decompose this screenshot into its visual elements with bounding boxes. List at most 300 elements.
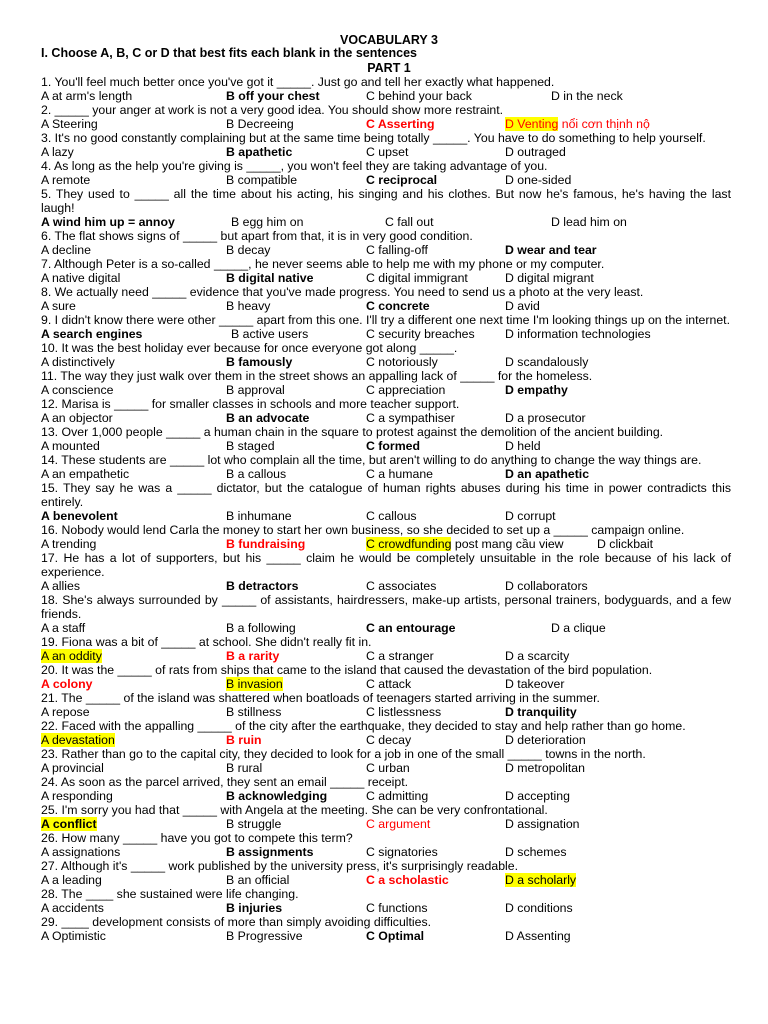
option-label: A conflict — [41, 817, 97, 831]
answer-options — [41, 761, 731, 775]
answer-options — [41, 901, 731, 915]
option-label: A at arm's length — [41, 89, 133, 103]
question-text: 16. Nobody would lend Carla the money to start her own business, so she decided to set up a _____ campaign online. — [41, 523, 685, 537]
question-item — [41, 593, 731, 635]
answer-option — [226, 537, 305, 551]
option-label: B an official — [226, 873, 290, 887]
option-label: B off your chest — [226, 89, 320, 103]
answer-options — [41, 579, 731, 593]
answer-option — [505, 509, 556, 523]
answer-options — [41, 215, 731, 229]
option-label: D outraged — [505, 145, 566, 159]
answer-option — [551, 215, 627, 229]
option-label: B approval — [226, 383, 285, 397]
option-label: D a scarcity — [505, 649, 570, 663]
option-label: B invasion — [226, 677, 283, 691]
answer-option — [366, 537, 564, 551]
answer-options — [41, 117, 731, 131]
answer-option — [41, 929, 106, 943]
option-label: D a scholarly — [505, 873, 577, 887]
question-text: 11. The way they just walk over them in the street shows an appalling lack of _____ for the homeless. — [41, 369, 593, 383]
answer-options — [41, 89, 731, 103]
answer-option — [505, 117, 650, 131]
answer-option — [505, 439, 541, 453]
option-label: A provincial — [41, 761, 104, 775]
option-label: A search engines — [41, 327, 143, 341]
answer-options — [41, 355, 731, 369]
question-item — [41, 859, 731, 887]
option-label: A benevolent — [41, 509, 118, 523]
option-label: C Optimal — [366, 929, 425, 943]
option-label: A accidents — [41, 901, 104, 915]
question-item — [41, 635, 731, 663]
option-label: B a following — [226, 621, 296, 635]
option-label: D avid — [505, 299, 540, 313]
answer-option — [366, 243, 428, 257]
question-item — [41, 425, 731, 453]
question-item — [41, 523, 731, 551]
option-label: A mounted — [41, 439, 100, 453]
answer-option — [41, 901, 104, 915]
answer-option — [226, 243, 270, 257]
answer-option — [231, 215, 303, 229]
option-label: C reciprocal — [366, 173, 438, 187]
answer-options — [41, 509, 731, 523]
answer-option — [41, 789, 113, 803]
answer-option — [226, 411, 309, 425]
option-label: D wear and tear — [505, 243, 597, 257]
answer-option — [597, 537, 653, 551]
section-heading: I. Choose A, B, C or D that best fits each blank in the sentences — [41, 46, 418, 60]
answer-option — [366, 509, 417, 523]
option-label: D empathy — [505, 383, 568, 397]
question-item — [41, 803, 731, 831]
option-label: A lazy — [41, 145, 74, 159]
option-label: C a sympathiser — [366, 411, 455, 425]
answer-option — [366, 383, 445, 397]
option-label: B egg him on — [231, 215, 304, 229]
answer-option — [41, 537, 96, 551]
answer-option — [505, 929, 571, 943]
answer-options — [41, 873, 731, 887]
option-label: C a scholastic — [366, 873, 449, 887]
question-text: 5. They used to _____ all the time about his acting, his singing and his clothes. But now he's famous, he's having the last laugh! — [41, 187, 731, 215]
option-label: D in the neck — [551, 89, 623, 103]
answer-option — [505, 845, 567, 859]
option-label: B injuries — [226, 901, 283, 915]
answer-options — [41, 677, 731, 691]
answer-option — [505, 705, 577, 719]
answer-option — [41, 705, 90, 719]
answer-option — [41, 355, 115, 369]
answer-option — [366, 579, 436, 593]
question-item — [41, 257, 731, 285]
option-label: A remote — [41, 173, 91, 187]
option-label: A devastation — [41, 733, 115, 747]
answer-option — [505, 145, 566, 159]
question-text: 12. Marisa is _____ for smaller classes in schools and more teacher support. — [41, 397, 460, 411]
answer-option — [366, 789, 428, 803]
answer-option — [226, 467, 286, 481]
answer-option — [41, 439, 100, 453]
question-text: 2. _____ your anger at work is not a very good idea. You should show more restraint. — [41, 103, 504, 117]
answer-option — [41, 733, 115, 747]
option-label: D collaborators — [505, 579, 588, 593]
answer-option — [226, 733, 262, 747]
answer-option — [226, 117, 294, 131]
option-label: D a clique — [551, 621, 606, 635]
option-label: A repose — [41, 705, 90, 719]
option-label: A a leading — [41, 873, 102, 887]
option-label: A distinctively — [41, 355, 115, 369]
answer-option — [505, 467, 589, 481]
option-label: B decay — [226, 243, 271, 257]
option-label: B assignments — [226, 845, 314, 859]
answer-option — [505, 271, 594, 285]
option-label: A an empathetic — [41, 467, 130, 481]
option-label: D deterioration — [505, 733, 586, 747]
option-label: D a prosecutor — [505, 411, 586, 425]
answer-option — [226, 299, 270, 313]
question-item — [41, 481, 731, 523]
option-label: D lead him on — [551, 215, 627, 229]
answer-option — [226, 845, 313, 859]
option-label: C formed — [366, 439, 420, 453]
question-text: 25. I'm sorry you had that _____ with Angela at the meeting. She can be very confrontational. — [41, 803, 548, 817]
question-item — [41, 691, 731, 719]
question-item — [41, 75, 731, 103]
option-label: C signatories — [366, 845, 438, 859]
option-label: D accepting — [505, 789, 570, 803]
answer-option — [366, 901, 428, 915]
question-item — [41, 369, 731, 397]
answer-options — [41, 327, 731, 341]
option-label: C a humane — [366, 467, 433, 481]
option-label: B stillness — [226, 705, 282, 719]
option-label: A allies — [41, 579, 80, 593]
question-list — [41, 75, 731, 943]
answer-option — [505, 677, 564, 691]
question-text: 13. Over 1,000 people _____ a human chain in the square to protest against the demolition of the ancient building. — [41, 425, 664, 439]
answer-options — [41, 467, 731, 481]
answer-option — [505, 789, 570, 803]
question-text: 17. He has a lot of supporters, but his _____ claim he would be completely unsuitable in the role because of his lack of experience. — [41, 551, 731, 579]
answer-option — [41, 873, 102, 887]
option-label: A sure — [41, 299, 76, 313]
option-label: D held — [505, 439, 541, 453]
option-label: A an oddity — [41, 649, 102, 663]
option-label: C digital immigrant — [366, 271, 468, 285]
answer-option — [226, 173, 297, 187]
question-item — [41, 313, 731, 341]
option-label: C functions — [366, 901, 428, 915]
answer-options — [41, 243, 731, 257]
answer-option — [366, 649, 434, 663]
option-label: D tranquility — [505, 705, 577, 719]
answer-option — [226, 383, 285, 397]
document-title: VOCABULARY 3 — [340, 33, 438, 47]
option-label: C a stranger — [366, 649, 434, 663]
option-label: C argument — [366, 817, 431, 831]
question-text: 8. We actually need _____ evidence that you've made progress. You need to send us a photo at the very least. — [41, 285, 644, 299]
answer-options — [41, 271, 731, 285]
option-label: D assignation — [505, 817, 580, 831]
answer-options — [41, 789, 731, 803]
answer-option — [41, 621, 85, 635]
option-label: C callous — [366, 509, 417, 523]
question-item — [41, 187, 731, 229]
answer-options — [41, 845, 731, 859]
answer-option — [366, 89, 472, 103]
answer-option — [366, 677, 411, 691]
answer-option — [505, 383, 568, 397]
answer-option — [366, 145, 408, 159]
answer-option — [41, 215, 175, 229]
answer-options — [41, 299, 731, 313]
option-label: B active users — [231, 327, 309, 341]
option-label: C falling-off — [366, 243, 428, 257]
option-label: C security breaches — [366, 327, 475, 341]
question-text: 27. Although it's _____ work published by the university press, it's surprisingly readable. — [41, 859, 519, 873]
question-text: 10. It was the best holiday ever because for once everyone got along _____. — [41, 341, 458, 355]
option-label: D scandalously — [505, 355, 589, 369]
answer-option — [41, 411, 113, 425]
option-label: D Venting — [505, 117, 559, 131]
answer-options — [41, 537, 731, 551]
option-label: C listlessness — [366, 705, 442, 719]
option-label: B Decreeing — [226, 117, 294, 131]
answer-option — [41, 467, 129, 481]
answer-option — [41, 649, 102, 663]
answer-options — [41, 929, 731, 943]
option-label: B compatible — [226, 173, 298, 187]
option-label: C appreciation — [366, 383, 446, 397]
question-item — [41, 663, 731, 691]
answer-option — [41, 173, 90, 187]
question-item — [41, 159, 731, 187]
question-item — [41, 887, 731, 915]
question-text: 24. As soon as the parcel arrived, they sent an email _____ receipt. — [41, 775, 409, 789]
option-label: A Steering — [41, 117, 98, 131]
answer-option — [366, 845, 438, 859]
question-text: 26. How many _____ have you got to compete this term? — [41, 831, 353, 845]
answer-options — [41, 621, 731, 635]
answer-option — [41, 271, 120, 285]
answer-option — [41, 761, 104, 775]
answer-options — [41, 439, 731, 453]
answer-option — [366, 117, 435, 131]
answer-option — [505, 649, 569, 663]
answer-option — [226, 89, 320, 103]
answer-option — [231, 327, 308, 341]
answer-option — [366, 439, 420, 453]
answer-options — [41, 817, 731, 831]
option-label: B digital native — [226, 271, 314, 285]
answer-option — [41, 145, 74, 159]
option-label: C notoriously — [366, 355, 438, 369]
option-label: D metropolitan — [505, 761, 585, 775]
question-item — [41, 341, 731, 369]
question-text: 6. The flat shows signs of _____ but apart from that, it is in very good condition. — [41, 229, 473, 243]
option-label: C an entourage — [366, 621, 456, 635]
answer-option — [366, 355, 438, 369]
answer-option — [226, 901, 282, 915]
option-label: B apathetic — [226, 145, 293, 159]
answer-option — [41, 299, 76, 313]
option-label: D Assenting — [505, 929, 571, 943]
option-label: A colony — [41, 677, 93, 691]
option-label: C decay — [366, 733, 412, 747]
answer-option — [551, 89, 623, 103]
answer-option — [226, 929, 303, 943]
option-label: C behind your back — [366, 89, 472, 103]
option-label: A wind him up = annoy — [41, 215, 175, 229]
option-label: D clickbait — [597, 537, 654, 551]
answer-option — [366, 705, 441, 719]
part-title: PART 1 — [367, 61, 411, 75]
answer-option — [366, 299, 430, 313]
answer-option — [226, 817, 281, 831]
answer-option — [226, 145, 292, 159]
answer-option — [366, 873, 449, 887]
question-text: 29. ____ development consists of more than simply avoiding difficulties. — [41, 915, 432, 929]
option-label: C fall out — [385, 215, 434, 229]
question-text: 9. I didn't know there were other _____ apart from this one. I'll try a different one next time I'm looking things up on the internet. — [41, 313, 730, 327]
option-label: C concrete — [366, 299, 430, 313]
answer-option — [226, 271, 313, 285]
question-text: 1. You'll feel much better once you've got it _____. Just go and tell her exactly what happened. — [41, 75, 555, 89]
question-text: 15. They say he was a _____ dictator, but the catalogue of human rights abuses during his time in power contradicts this entirely. — [41, 481, 731, 509]
option-label: C admitting — [366, 789, 429, 803]
answer-option — [41, 677, 92, 691]
option-label: B an advocate — [226, 411, 310, 425]
answer-option — [41, 89, 132, 103]
option-label: D an apathetic — [505, 467, 590, 481]
option-label: B a rarity — [226, 649, 280, 663]
answer-option — [505, 299, 540, 313]
answer-option — [41, 327, 142, 341]
answer-option — [366, 929, 424, 943]
option-label: B fundraising — [226, 537, 306, 551]
option-label: B struggle — [226, 817, 282, 831]
option-label: B detractors — [226, 579, 299, 593]
question-item — [41, 397, 731, 425]
answer-option — [226, 677, 283, 691]
option-label: A decline — [41, 243, 91, 257]
option-label: B ruin — [226, 733, 262, 747]
question-text: 7. Although Peter is a so-called _____, he never seems able to help me with my phone or my computer. — [41, 257, 605, 271]
option-label: B heavy — [226, 299, 271, 313]
option-label: D corrupt — [505, 509, 556, 523]
question-text: 21. The _____ of the island was shattered when boatloads of teenagers started arriving in the summer. — [41, 691, 600, 705]
answer-option — [551, 621, 606, 635]
answer-option — [41, 509, 118, 523]
answer-option — [226, 873, 289, 887]
question-text: 19. Fiona was a bit of _____ at school. She didn't really fit in. — [41, 635, 372, 649]
answer-options — [41, 145, 731, 159]
option-label: A an objector — [41, 411, 113, 425]
answer-option — [41, 845, 120, 859]
option-label: B a callous — [226, 467, 287, 481]
answer-option — [366, 467, 433, 481]
answer-options — [41, 173, 731, 187]
option-label: C Asserting — [366, 117, 435, 131]
answer-option — [385, 215, 434, 229]
option-label: D information technologies — [505, 327, 651, 341]
answer-option — [505, 411, 586, 425]
option-label: A Optimistic — [41, 929, 106, 943]
option-label: B staged — [226, 439, 275, 453]
answer-options — [41, 411, 731, 425]
answer-option — [505, 733, 586, 747]
answer-option — [41, 117, 98, 131]
answer-option — [366, 173, 437, 187]
answer-option — [505, 243, 597, 257]
option-label: D conditions — [505, 901, 573, 915]
answer-option — [41, 243, 91, 257]
option-label: A conscience — [41, 383, 114, 397]
option-label: D digital migrant — [505, 271, 594, 285]
answer-option — [226, 579, 298, 593]
answer-option — [505, 355, 588, 369]
question-text: 23. Rather than go to the capital city, they decided to look for a job in one of the small _____ towns in the north. — [41, 747, 646, 761]
option-label: C attack — [366, 677, 412, 691]
answer-option — [226, 439, 275, 453]
option-label: A assignations — [41, 845, 121, 859]
option-label: B acknowledging — [226, 789, 328, 803]
answer-option — [366, 271, 468, 285]
answer-options — [41, 649, 731, 663]
answer-option — [505, 817, 580, 831]
question-text: 4. As long as the help you're giving is _____, you won't feel they are taking advantage of you. — [41, 159, 548, 173]
answer-option — [505, 761, 585, 775]
answer-option — [366, 817, 430, 831]
question-item — [41, 103, 731, 131]
question-item — [41, 285, 731, 313]
answer-option — [505, 901, 573, 915]
answer-option — [41, 383, 113, 397]
answer-options — [41, 733, 731, 747]
option-label: B rural — [226, 761, 263, 775]
question-text: 18. She's always surrounded by _____ of assistants, hairdressers, make-up artists, personal trainers, bodyguards, and a few friends. — [41, 593, 731, 621]
question-text: 28. The ____ she sustained were life changing. — [41, 887, 299, 901]
question-item — [41, 131, 731, 159]
option-label: A responding — [41, 789, 113, 803]
option-label: B famously — [226, 355, 293, 369]
question-item — [41, 775, 731, 803]
option-label: B Progressive — [226, 929, 303, 943]
answer-option — [505, 579, 588, 593]
answer-option — [226, 355, 292, 369]
question-item — [41, 229, 731, 257]
question-item — [41, 747, 731, 775]
option-label: D schemes — [505, 845, 567, 859]
option-label: C urban — [366, 761, 410, 775]
answer-option — [226, 705, 281, 719]
answer-option — [505, 873, 576, 887]
option-label: C upset — [366, 145, 409, 159]
option-label: D takeover — [505, 677, 565, 691]
option-label: C associates — [366, 579, 437, 593]
answer-options — [41, 705, 731, 719]
answer-options — [41, 383, 731, 397]
answer-option — [366, 327, 475, 341]
question-item — [41, 915, 731, 943]
answer-option — [366, 733, 411, 747]
option-label: D one-sided — [505, 173, 572, 187]
answer-option — [226, 509, 292, 523]
option-note: post mang cầu view — [451, 537, 564, 551]
